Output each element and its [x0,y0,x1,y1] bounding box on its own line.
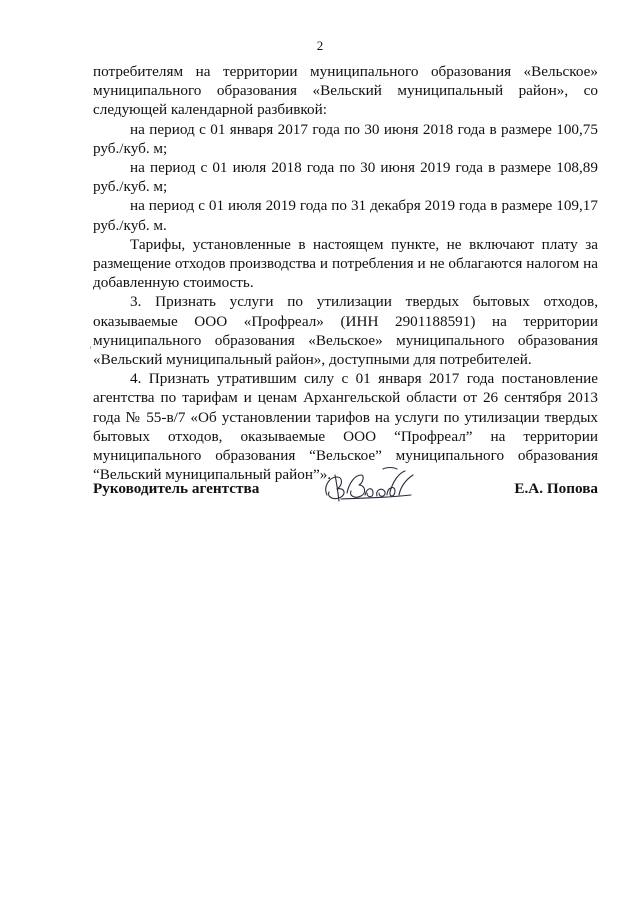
paragraph-item-3: 3. Признать услуги по утилизации твердых бытовых отходов, оказываемые ООО «Профреал» (ИНН 2901188591) на территории муниципального образования «Вельское» муниципального образования «Вельский муниципальный район», доступными для потребителей. [93,293,598,369]
signatory-title: Руководитель агентства [93,480,260,497]
signature-block [93,473,598,503]
document-body [93,62,598,484]
paragraph-item-4: 4. Признать утратившим силу с 01 января 2017 года постановление агентства по тарифам и ценам Архангельской области от 26 сентября 2013 года № 55-в/7 «Об установлении тарифов на услуги по утилизации твердых бытовых отходов, оказываемые ООО “Профреал” на территории муниципального образования “Вельское” муниципального образования “Вельский муниципальный район”». [93,370,598,484]
paragraph-period-3: на период с 01 июля 2019 года по 31 декабря 2019 года в размере 109,17 руб./куб. м. [93,197,598,234]
paragraph-tariffs-note: Тарифы, установленные в настоящем пункте, не включают плату за размещение отходов производства и потребления и не облагаются налогом на добавленную стоимость. [93,235,598,292]
signatory-name: Е.А. Попова [514,480,598,497]
paragraph-period-1: на период с 01 января 2017 года по 30 июня 2018 года в размере 100,75 руб./куб. м; [93,120,598,157]
paragraph-consumers: потребителям на территории муниципального образования «Вельское» муниципального образования «Вельский муниципальный район», со следующей календарной разбивкой: [93,63,598,119]
margin-mark [90,346,91,349]
paragraph-period-2: на период с 01 июля 2018 года по 30 июня 2019 года в размере 108,89 руб./куб. м; [93,159,598,196]
handwritten-signature [321,465,421,505]
page-number: 2 [316,38,324,53]
